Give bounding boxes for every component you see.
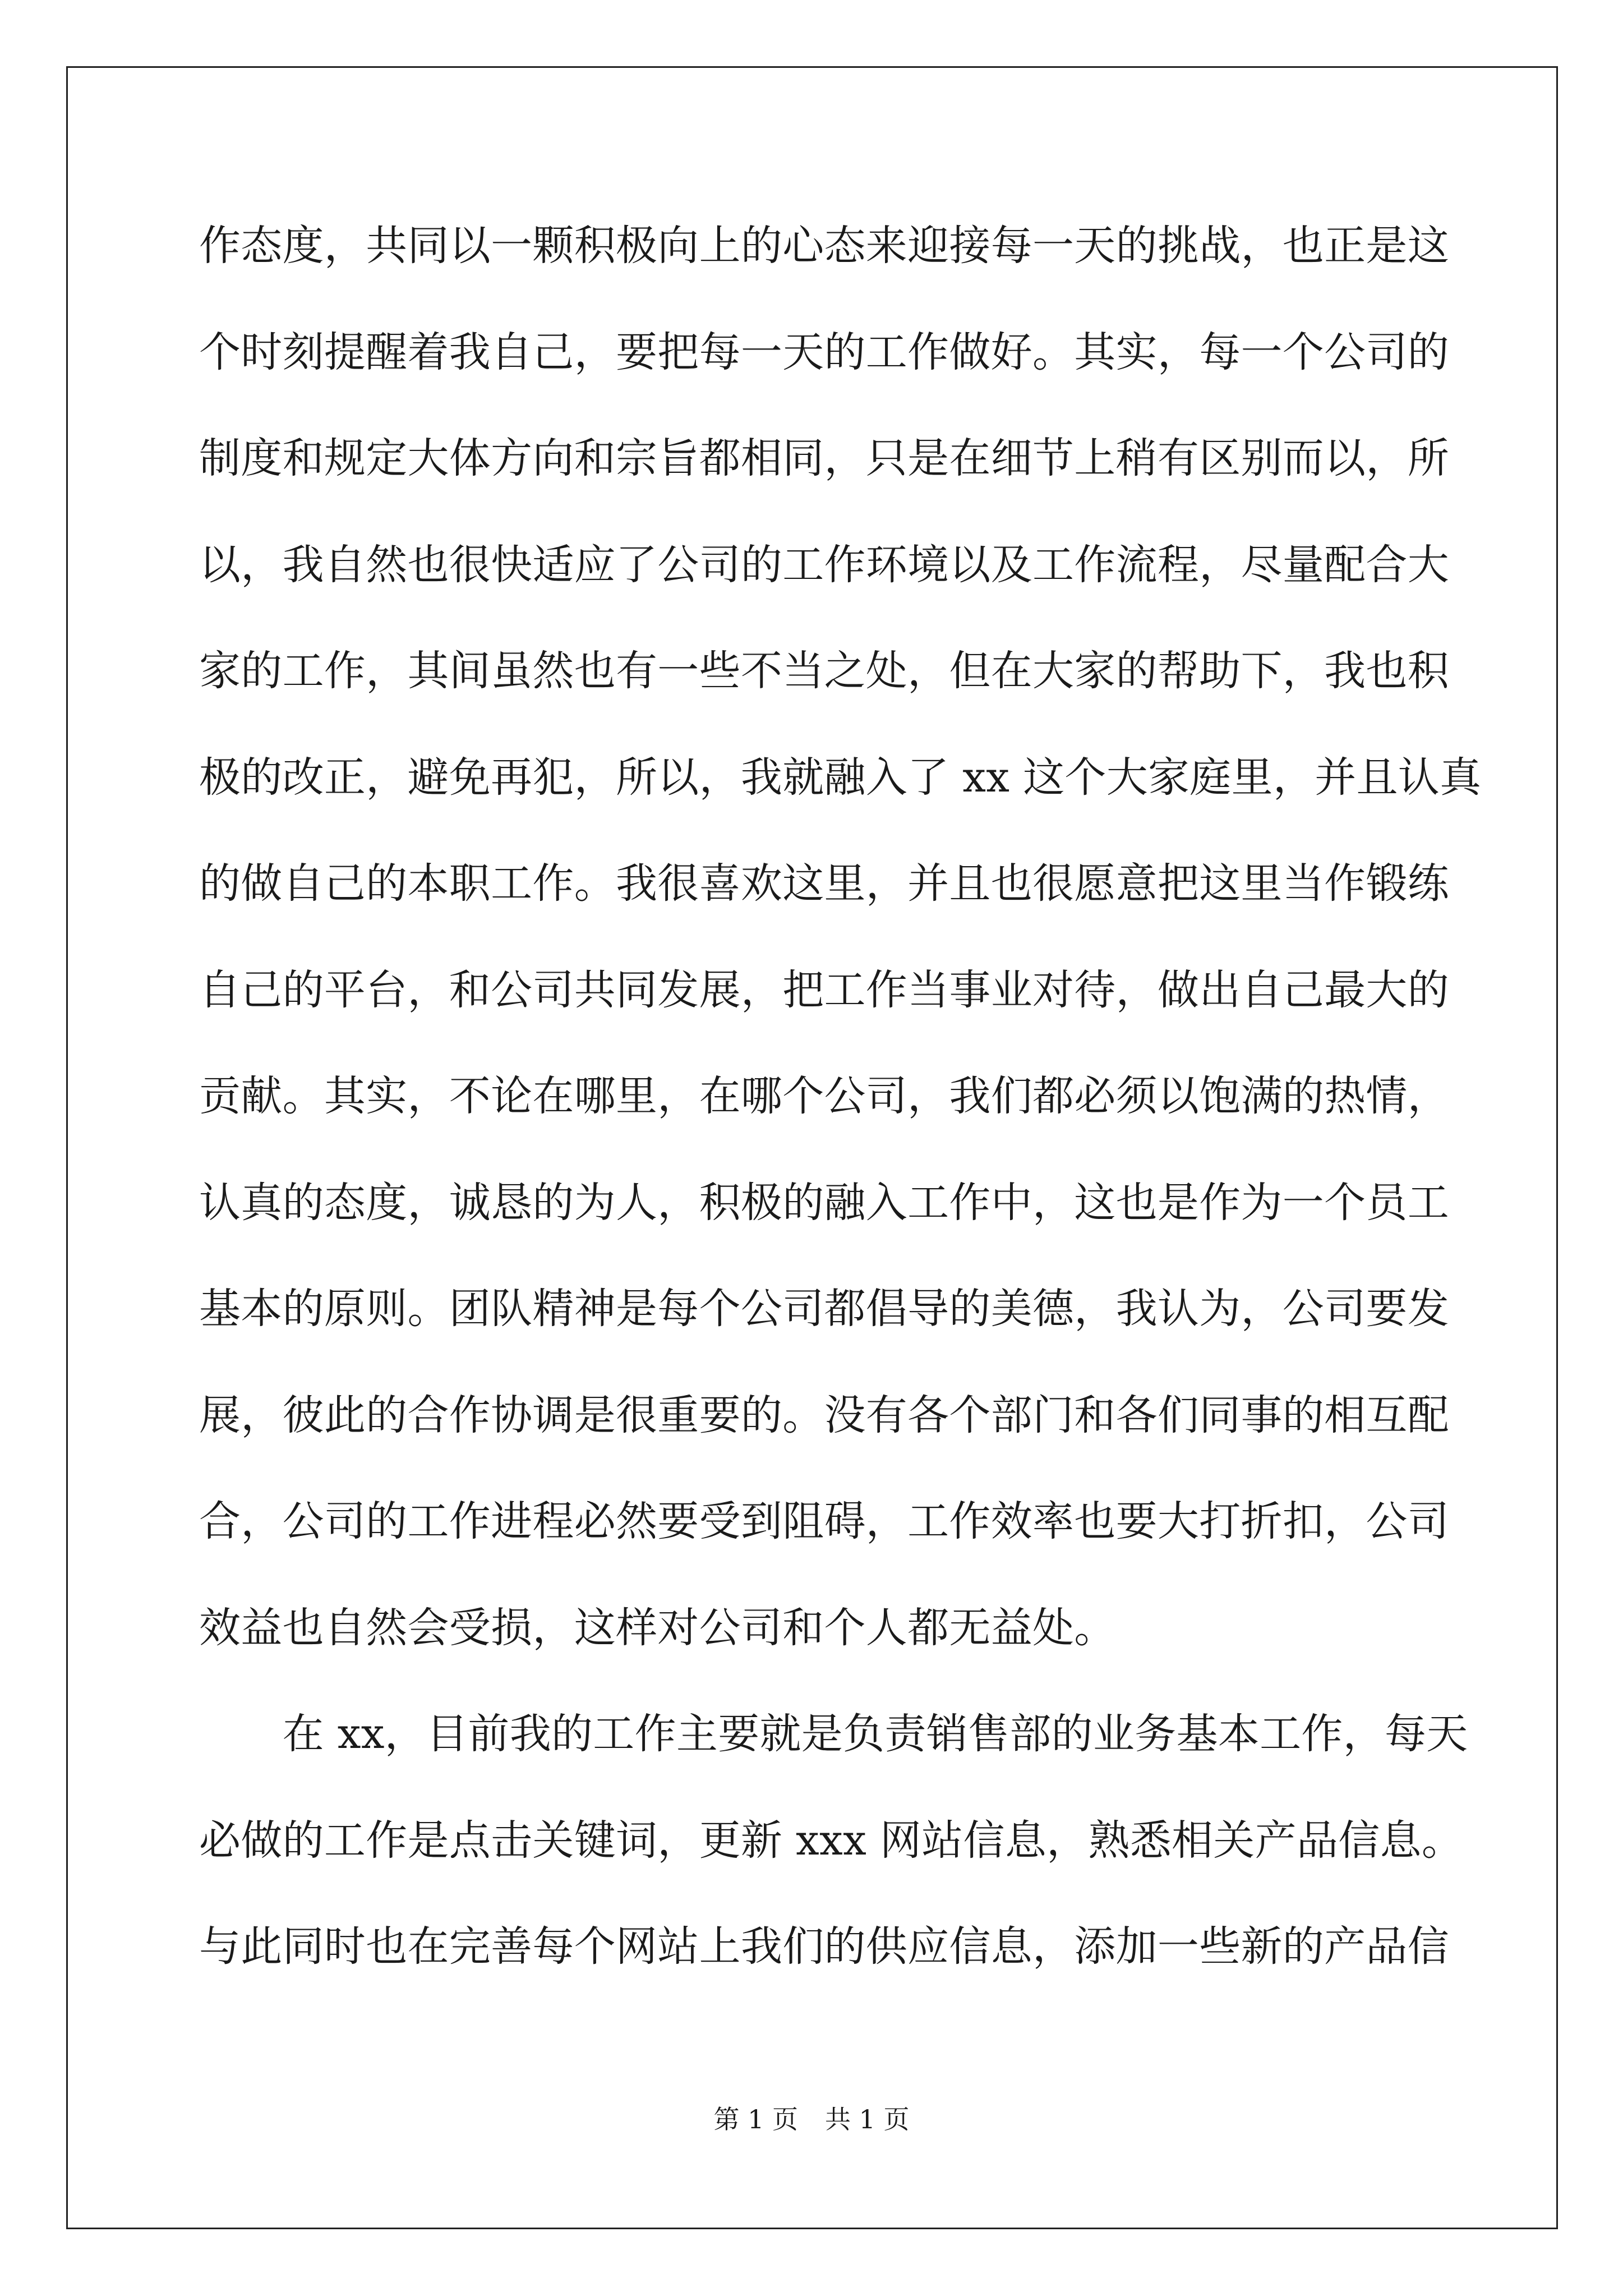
- page-total: 共 1 页: [825, 2104, 910, 2134]
- document-body: [199, 212, 1482, 2019]
- text-line: 自己的平台，和公司共同发展，把工作当事业对待，做出自己最大的: [199, 965, 1449, 1014]
- text-line: 认真的态度，诚恳的为人，积极的融入工作中，这也是作为一个员工: [199, 1178, 1449, 1227]
- page-footer: [0, 2102, 1623, 2136]
- text-line: 必做的工作是点击关键词，更新 xxx 网站信息，熟悉相关产品信息。: [199, 1816, 1464, 1865]
- text-line: 与此同时也在完善每个网站上我们的供应信息，添加一些新的产品信: [199, 1922, 1449, 1971]
- text-line: 的做自己的本职工作。我很喜欢这里，并且也很愿意把这里当作锻练: [199, 859, 1449, 908]
- text-line: 作态度，共同以一颗积极向上的心态来迎接每一天的挑战，也正是这: [199, 222, 1449, 270]
- paragraph-start-line: 在 xx，目前我的工作主要就是负责销售部的业务基本工作，每天: [199, 1710, 1468, 1758]
- text-line: 极的改正，避免再犯，所以，我就融入了 xx 这个大家庭里，并且认真: [199, 753, 1482, 802]
- text-line: 制度和规定大体方向和宗旨都相同，只是在细节上稍有区别而以，所: [199, 434, 1449, 482]
- text-line: 基本的原则。团队精神是每个公司都倡导的美德，我认为，公司要发: [199, 1285, 1449, 1333]
- text-line: 贡献。其实，不论在哪里，在哪个公司，我们都必须以饱满的热情，: [199, 1072, 1449, 1120]
- text-line: 家的工作，其间虽然也有一些不当之处，但在大家的帮助下，我也积: [199, 647, 1449, 695]
- text-line: 以，我自然也很快适应了公司的工作环境以及工作流程，尽量配合大: [199, 540, 1449, 589]
- text-line: 效益也自然会受损，这样对公司和个人都无益处。: [199, 1603, 1116, 1652]
- text-line: 展，彼此的合作协调是很重要的。没有各个部门和各们同事的相互配: [199, 1391, 1449, 1439]
- text-line: 合，公司的工作进程必然要受到阻碍，工作效率也要大打折扣，公司: [199, 1497, 1449, 1545]
- page-number: 第 1 页: [713, 2104, 798, 2134]
- text-line: 个时刻提醒着我自己，要把每一天的工作做好。其实，每一个公司的: [199, 328, 1449, 376]
